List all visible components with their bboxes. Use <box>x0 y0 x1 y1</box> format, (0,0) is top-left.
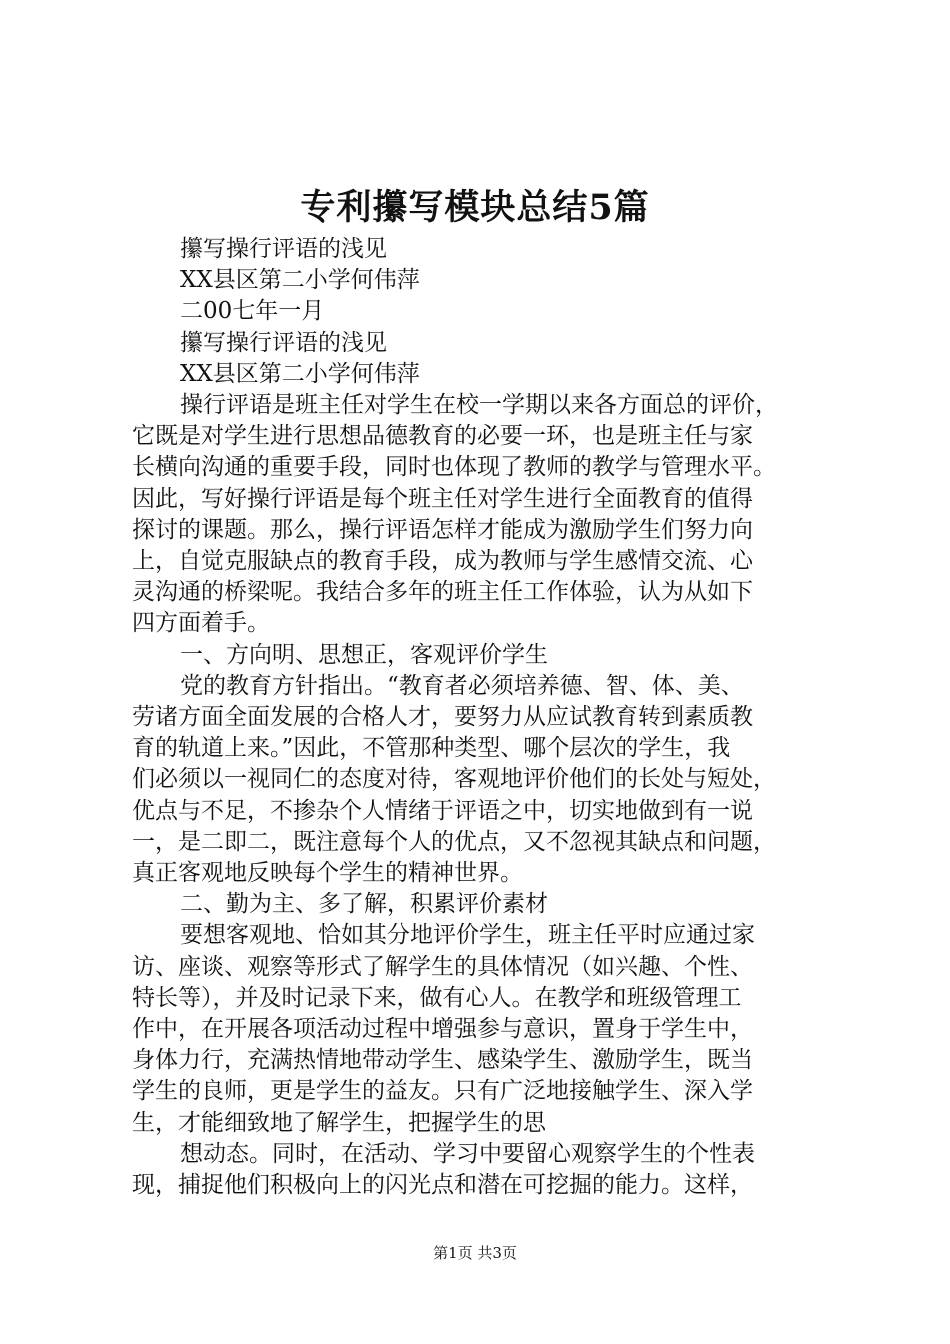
body-line: 育的轨道上来。”因此，不管那种类型、哪个层次的学生，我 <box>132 735 731 762</box>
body-line: 长横向沟通的重要手段，同时也体现了教师的教学与管理水平。 <box>132 454 776 481</box>
page-footer: 第1页 共3页 <box>433 1244 517 1262</box>
body-line: 一，是二即二，既注意每个人的优点，又不忽视其缺点和问题， <box>132 828 776 855</box>
body-line: 二00七年一月 <box>180 298 325 325</box>
body-line: XX县区第二小学何伟萍 <box>180 360 420 387</box>
body-line: 它既是对学生进行思想品德教育的必要一环，也是班主任与家 <box>132 423 753 450</box>
body-line: 探讨的课题。那么，操行评语怎样才能成为激励学生们努力向 <box>132 516 753 543</box>
body-line: 二、勤为主、多了解，积累评价素材 <box>180 891 548 918</box>
body-line: 们必须以一视同仁的态度对待，客观地评价他们的长处与短处， <box>132 766 776 793</box>
body-line: 优点与不足，不掺杂个人情绪于评语之中，切实地做到有一说 <box>132 797 753 824</box>
body-line: 现，捕捉他们积极向上的闪光点和潜在可挖掘的能力。这样， <box>132 1172 753 1199</box>
body-line: 上，自觉克服缺点的教育手段，成为教师与学生感情交流、心 <box>132 548 753 575</box>
body-line: 灵沟通的桥梁呢。我结合多年的班主任工作体验，认为从如下 <box>132 579 753 606</box>
body-line: 真正客观地反映每个学生的精神世界。 <box>132 860 523 887</box>
body-line: 四方面着手。 <box>132 610 270 637</box>
body-line: 作中，在开展各项活动过程中增强参与意识，置身于学生中， <box>132 1016 753 1043</box>
body-line: 生，才能细致地了解学生，把握学生的思 <box>132 1109 546 1136</box>
body-line: XX县区第二小学何伟萍 <box>180 267 420 294</box>
body-line: 身体力行，充满热情地带动学生、感染学生、激励学生，既当 <box>132 1047 753 1074</box>
body-line: 攥写操行评语的浅见 <box>180 329 387 356</box>
body-line: 劳诸方面全面发展的合格人才，要努力从应试教育转到素质教 <box>132 704 753 731</box>
body-line: 党的教育方针指出。“教育者必须培养德、智、体、美、 <box>180 672 744 699</box>
body-line: 攥写操行评语的浅见 <box>180 236 387 262</box>
body-line: 学生的良师，更是学生的益友。只有广泛地接触学生、深入学 <box>132 1078 753 1105</box>
body-line: 因此，写好操行评语是每个班主任对学生进行全面教育的值得 <box>132 485 753 512</box>
body-line: 要想客观地、恰如其分地评价学生，班主任平时应通过家 <box>180 922 755 949</box>
document-title: 专利攥写模块总结5篇 <box>300 187 650 228</box>
body-line: 想动态。同时，在活动、学习中要留心观察学生的个性表 <box>180 1140 755 1167</box>
document-body <box>132 234 837 1201</box>
body-line: 特长等），并及时记录下来，做有心人。在教学和班级管理工 <box>132 984 742 1011</box>
body-line: 一、方向明、思想正，客观评价学生 <box>180 641 548 668</box>
body-line: 访、座谈、观察等形式了解学生的具体情况（如兴趣、个性、 <box>132 953 753 980</box>
body-line: 操行评语是班主任对学生在校一学期以来各方面总的评价， <box>180 392 778 419</box>
